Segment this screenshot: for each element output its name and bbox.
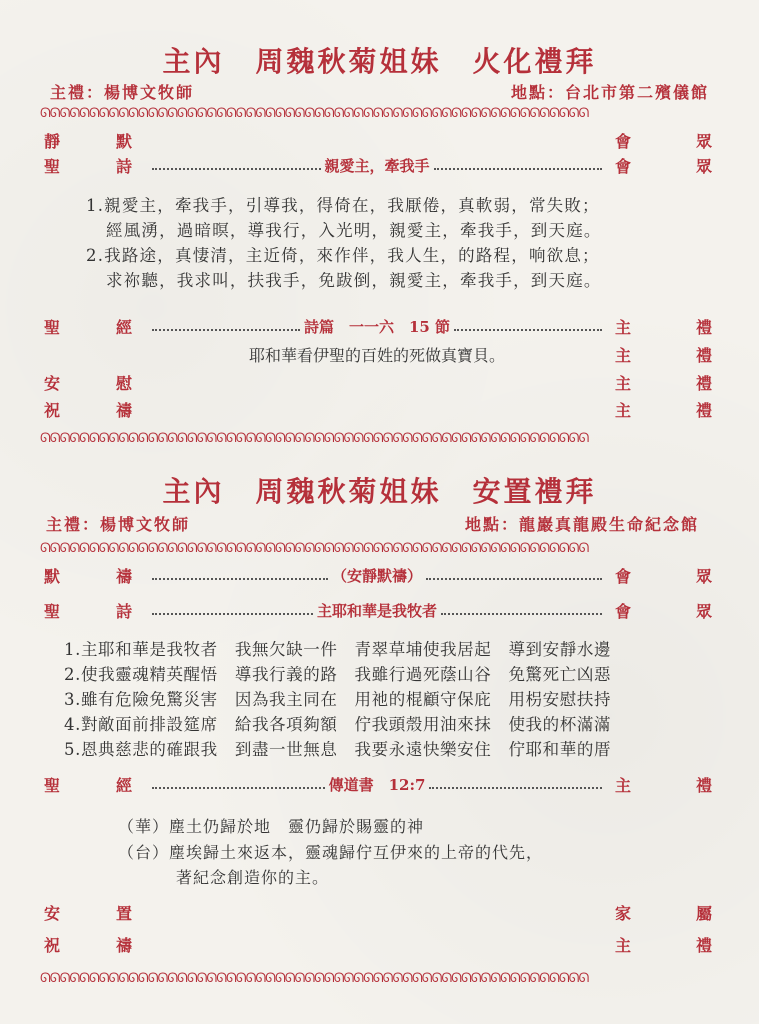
order-row-benediction [44,397,712,421]
leader-dots [150,943,604,945]
scripture-text-row [44,342,712,366]
row-leader: 會 [614,566,631,586]
ornament-divider: ᘏᘏᘏᘏᘏᘏᘏᘏᘏᘏᘏᘏᘏᘏᘏᘏᘏᘏᘏᘏᘏᘏᘏᘏᘏᘏᘏᘏᘏᘏᘏᘏᘏᘏᘏᘏᘏᘏᘏᘏᘏᘏᘏᘏᘏᘏᘏᘏᘏᘏᘏᘏᘏᘏᘏᘏ [40,432,589,446]
leader-dots [150,774,604,795]
hymn-line: 2.我路途，真悽清，主近倚，來作伴，我人生，的路程，响欲息； [86,246,600,265]
hymn-line: 1.主耶和華是我牧者 我無欠缺一件 青翠草埔使我居起 導到安靜水邊 [64,640,612,659]
row-label-2: 禱 [116,566,133,586]
order-row-hymn [44,598,712,622]
order-row-benediction [44,932,712,956]
row-leader: 主 [614,345,631,365]
row-label-1: 默 [44,566,61,586]
order-row-silence [44,128,712,152]
row-label-1: 聖 [44,156,61,176]
row-label-2: 禱 [116,400,133,420]
order-row-hymn [44,153,712,177]
leader-dots [150,316,604,337]
row-leader: 主 [614,317,631,337]
row-label-1: 安 [44,903,61,923]
order-row-comfort [44,370,712,394]
row-leader-2: 屬 [695,903,712,923]
row-leader: 會 [614,131,631,151]
hymn-title: 主耶和華是我牧者 [317,601,438,620]
row-leader-2: 眾 [695,156,712,176]
row-label-1: 安 [44,373,61,393]
section2-title: 主內 周魏秋菊姐妹 安置禮拜 [162,475,597,508]
row-label-2: 置 [116,903,133,923]
responsive-line: （華）塵土仍歸於地 靈仍歸於賜靈的神 [118,817,425,836]
section1-host: 主禮：楊博文牧師 [50,83,195,102]
section1-title: 主內 周魏秋菊姐妹 火化禮拜 [162,45,597,78]
hymn-line: 3.雖有危險免驚災害 因為我主同在 用祂的棍顧守保庇 用枴安慰扶持 [64,690,612,709]
row-leader-2: 禮 [695,775,712,795]
section1-place: 地點：台北市第二殯儀館 [510,83,709,102]
row-leader-2: 禮 [695,317,712,337]
hymn-line: 4.對敵面前排設筵席 給我各項夠額 佇我頭殼用油來抹 使我的杯滿滿 [64,715,612,734]
order-row-scripture [44,772,712,796]
hymn-line: 2.使我靈魂精英醒悟 導我行義的路 我雖行過死蔭山谷 免驚死亡凶惡 [64,665,612,684]
row-leader: 主 [614,935,631,955]
leader-dots [150,139,604,141]
leader-dots [150,381,604,383]
row-leader-2: 眾 [695,566,712,586]
ornament-divider: ᘏᘏᘏᘏᘏᘏᘏᘏᘏᘏᘏᘏᘏᘏᘏᘏᘏᘏᘏᘏᘏᘏᘏᘏᘏᘏᘏᘏᘏᘏᘏᘏᘏᘏᘏᘏᘏᘏᘏᘏᘏᘏᘏᘏᘏᘏᘏᘏᘏᘏᘏᘏᘏᘏᘏᘏ [40,972,589,986]
responsive-line: 著紀念創造你的主。 [176,868,330,887]
row-leader: 主 [614,373,631,393]
row-label-2: 詩 [116,601,133,621]
hymn-line: 1.親愛主，牽我手，引導我，得倚在，我厭倦，真軟弱，常失敗； [86,196,600,215]
order-row-scripture [44,314,712,338]
order-row-silent-prayer [44,563,712,587]
row-label-1: 聖 [44,317,61,337]
scripture-text: 耶和華看伊聖的百姓的死做真寶貝。 [249,345,506,365]
hymn-title: 親愛主，牽我手 [324,156,430,175]
ornament-divider: ᘏᘏᘏᘏᘏᘏᘏᘏᘏᘏᘏᘏᘏᘏᘏᘏᘏᘏᘏᘏᘏᘏᘏᘏᘏᘏᘏᘏᘏᘏᘏᘏᘏᘏᘏᘏᘏᘏᘏᘏᘏᘏᘏᘏᘏᘏᘏᘏᘏᘏᘏᘏᘏᘏᘏᘏ [40,107,589,121]
hymn-line: 5.恩典慈悲的確跟我 到盡一世無息 我要永遠快樂安住 佇耶和華的厝 [64,740,612,759]
row-leader-2: 禮 [695,935,712,955]
row-leader-2: 禮 [695,373,712,393]
row-leader-2: 禮 [695,400,712,420]
row-leader-2: 禮 [695,345,712,365]
row-label-1: 聖 [44,601,61,621]
row-leader: 會 [614,156,631,176]
responsive-line: （台）塵埃歸土來返本，靈魂歸佇互伊來的上帝的代先， [118,843,544,862]
hymn-line: 求祢聽，我求叫，扶我手，免跋倒，親愛主，牽我手，到天庭。 [106,271,602,290]
ornament-divider: ᘏᘏᘏᘏᘏᘏᘏᘏᘏᘏᘏᘏᘏᘏᘏᘏᘏᘏᘏᘏᘏᘏᘏᘏᘏᘏᘏᘏᘏᘏᘏᘏᘏᘏᘏᘏᘏᘏᘏᘏᘏᘏᘏᘏᘏᘏᘏᘏᘏᘏᘏᘏᘏᘏᘏᘏ [40,542,589,556]
row-leader: 會 [614,601,631,621]
row-label-2: 經 [116,775,133,795]
row-label-1: 靜 [44,131,61,151]
scripture-reference: 傳道書 12:7 [328,775,426,794]
hymn-line: 經風湧，過暗暝，導我行，入光明，親愛主，牽我手，到天庭。 [106,221,602,240]
row-label-2: 慰 [116,373,133,393]
row-leader: 主 [614,775,631,795]
section2-place: 地點：龍巖真龍殿生命紀念館 [464,515,699,534]
row-leader: 家 [614,903,631,923]
leader-dots [150,155,604,176]
silent-prayer-note: （安靜默禱） [332,566,423,585]
row-leader-2: 眾 [695,131,712,151]
row-label-1: 祝 [44,400,61,420]
section2-host: 主禮：楊博文牧師 [46,515,191,534]
row-label-1: 祝 [44,935,61,955]
leader-dots [150,565,604,586]
row-leader-2: 眾 [695,601,712,621]
leader-dots [150,911,604,913]
row-label-1: 聖 [44,775,61,795]
row-leader: 主 [614,400,631,420]
leader-dots [150,408,604,410]
row-label-2: 經 [116,317,133,337]
scripture-reference: 詩篇 一一六 15 節 [303,317,451,336]
order-row-interment [44,900,712,924]
row-label-2: 詩 [116,156,133,176]
leader-dots [150,600,604,621]
row-label-2: 默 [116,131,133,151]
row-label-2: 禱 [116,935,133,955]
